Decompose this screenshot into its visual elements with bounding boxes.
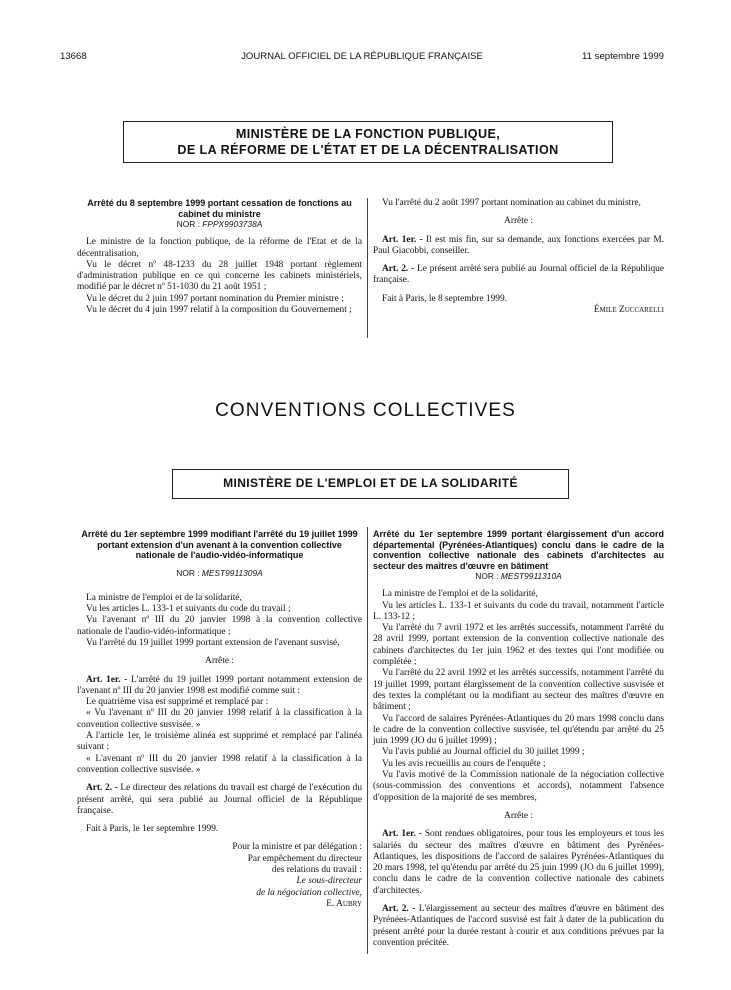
arrete2-para: A l'article 1er, le troisième alinéa est supprimé et remplacé par l'alinéa suivant : bbox=[77, 731, 362, 753]
ministry-name-line2: DE LA RÉFORME DE L'ÉTAT ET DE LA DÉCENTRALISATION bbox=[177, 143, 559, 157]
page-number: 13668 bbox=[60, 51, 87, 62]
arrete1-article2: Art. 2. - Le présent arrêté sera publié au Journal officiel de la République française. bbox=[373, 264, 664, 286]
arrete2-article1: Art. 1er. - L'arrêté du 19 juillet 1999 portant notamment extension de l'avenant nº III du 20 janvier 1998 est modifié comme suit : bbox=[77, 674, 363, 696]
arrete2-done: Fait à Paris, le 1er septembre 1999. bbox=[86, 824, 219, 835]
arrete3-nor: NOR : MEST9911310A bbox=[475, 571, 562, 581]
ministry-box-fonction-publique bbox=[123, 121, 613, 163]
ministry-box-emploi bbox=[172, 469, 569, 499]
arrete2-signature-line: Par empêchement du directeur bbox=[247, 853, 362, 864]
arrete3-arrete: Arrête : bbox=[504, 810, 533, 821]
arrete2-para: Vu l'avenant nº III du 20 janvier 1998 à la convention collective nationale de l'audio-vidéo-informatique ; bbox=[77, 615, 362, 637]
arrete3-para: La ministre de l'emploi et de la solidarité, bbox=[382, 589, 538, 600]
arrete3-para: Vu les avis recueillis au cours de l'enquête ; bbox=[382, 758, 546, 769]
arrete2-para: Le quatrième visa est supprimé et remplacé par : bbox=[86, 697, 269, 708]
arrete3-column bbox=[373, 529, 664, 949]
arrete1-para: Vu l'arrêté du 2 août 1997 portant nomination au cabinet du ministre, bbox=[382, 198, 641, 208]
arrete2-para: Vu les articles L. 133-1 et suivants du code du travail ; bbox=[86, 604, 291, 615]
arrete2-title: Arrêté du 1er septembre 1999 modifiant l'arrêté du 19 juillet 1999 portant extension d'un avenant à la convention collective nationale de l'audio-vidéo-informatique bbox=[81, 529, 358, 560]
arrete2-signature-line: des relations du travail : bbox=[271, 865, 362, 876]
arrete2-article2: Art. 2. - Le directeur des relations du travail est chargé de l'exécution du présent arrêté, qui sera publié au Journal officiel de la République française. bbox=[77, 783, 363, 816]
column-divider bbox=[367, 527, 368, 954]
arrete1-nor: NOR : FPPX9903738A bbox=[176, 219, 263, 229]
page-header bbox=[60, 51, 664, 65]
arrete1-done: Fait à Paris, le 8 septembre 1999. bbox=[382, 293, 507, 304]
arrete2-para: « L'avenant nº III du 20 janvier 1998 relatif à la classification à la convention collective susvisée. » bbox=[77, 753, 362, 775]
ministry-name: MINISTÈRE DE L'EMPLOI ET DE LA SOLIDARITÉ bbox=[223, 476, 518, 490]
arrete3-title: Arrêté du 1er septembre 1999 portant élargissement d'un accord départemental (Pyrénées-Atlantiques) conclu dans le cadre de la convention collective nationale des cabinets d'architectes au secteur des maîtres d'œuvre en bâtiment bbox=[373, 529, 664, 571]
arrete3-para: Vu l'arrêté du 22 avril 1992 et les arrêtés successifs, notamment l'arrêté du 19 juillet 1999, portant élargissement de la convention collective susvisée et des textes la complétant ou la modifiant au secteur des maîtres d'œuvre en bâtiment ; bbox=[373, 668, 664, 713]
arrete1-column-left bbox=[77, 198, 362, 316]
arrete1-para: Vu le décret nº 48-1233 du 28 juillet 1948 portant règlement d'administration publique en ce qui concerne les cabinets ministériels, modifié par le décret nº 51-1030 du 21 août 1951 ; bbox=[77, 259, 362, 293]
arrete1-para: Vu le décret du 4 juin 1997 relatif à la composition du Gouvernement ; bbox=[86, 305, 352, 316]
arrete2-arrete: Arrête : bbox=[205, 656, 234, 667]
arrete1-arrete: Arrête : bbox=[504, 216, 533, 227]
section-title: CONVENTIONS COLLECTIVES bbox=[215, 400, 516, 421]
arrete2-signature-line: Pour la ministre et par délégation : bbox=[232, 842, 362, 853]
arrete1-article1: Art. 1er. - Il est mis fin, sur sa demande, aux fonctions exercées par M. Paul Giacobbi, conseiller. bbox=[373, 234, 665, 256]
ministry-name-line1: MINISTÈRE DE LA FONCTION PUBLIQUE, bbox=[235, 127, 501, 141]
arrete1-title: Arrêté du 8 septembre 1999 portant cessation de fonctions au cabinet du ministre bbox=[87, 198, 352, 219]
arrete2-para: Vu l'arrêté du 19 juillet 1999 portant extension de l'avenant susvisé, bbox=[86, 637, 340, 648]
arrete3-para: Vu les articles L. 133-1 et suivants du code du travail, notamment l'article L. 133-12 ; bbox=[373, 600, 664, 622]
arrete2-para: « Vu l'avenant nº III du 20 janvier 1998 relatif à la classification à la convention collective susvisée. » bbox=[77, 708, 362, 730]
arrete3-para: Vu l'avis publié au Journal officiel du 30 juillet 1999 ; bbox=[382, 747, 585, 758]
arrete3-para: Vu l'avis motivé de la Commission nationale de la négociation collective (sous-commission des conventions et accords), notamment l'absence d'opposition de la majorité de ses membres, bbox=[373, 770, 664, 803]
arrete2-signature-line: de la négociation collective, bbox=[256, 887, 362, 898]
column-divider bbox=[367, 198, 368, 338]
arrete1-para: Vu le décret du 2 juin 1997 portant nomination du Premier ministre ; bbox=[86, 293, 344, 304]
journal-title: JOURNAL OFFICIEL DE LA RÉPUBLIQUE FRANÇAISE bbox=[241, 51, 483, 62]
arrete2-column bbox=[77, 529, 362, 910]
arrete3-para: Vu l'accord de salaires Pyrénées-Atlantiques du 20 mars 1998 conclu dans le cadre de la convention collective susvisée, tel qu'étendu par arrêté du 25 juin 1999 (JO du 6 juillet 1999) ; bbox=[373, 713, 664, 747]
arrete3-article1: Art. 1er. - Sont rendues obligatoires, pour tous les employeurs et tous les salariés du secteur des maîtres d'œuvre en bâtiment des Pyrénées-Atlantiques, les dispositions de l'accord de salaires Pyrénées-Atlantiques du 20 mars 1998, tel qu'étendu par arrêté du 25 juin 1999 (JO du 6 juillet 1999), conclu dans le cadre de la convention collective nationale des cabinets d'architectes. bbox=[373, 829, 664, 896]
arrete2-signature: E. Aubry bbox=[326, 898, 362, 909]
arrete3-article2: Art. 2. - L'élargissement au secteur des maîtres d'œuvre en bâtiment des Pyrénées-Atlantiques de l'accord susvisé est fait à dater de la publication du présent arrêté pour la durée restant à courir et aux conditions prévues par la convention précitée. bbox=[373, 904, 665, 948]
arrete1-para: Le ministre de la fonction publique, de la réforme de l'Etat et de la décentralisation, bbox=[77, 237, 362, 259]
issue-date: 11 septembre 1999 bbox=[582, 51, 664, 62]
arrete2-nor: NOR : MEST9911309A bbox=[176, 567, 263, 578]
arrete2-para: La ministre de l'emploi et de la solidarité, bbox=[86, 592, 242, 603]
arrete2-signature-line: Le sous-directeur bbox=[296, 876, 362, 887]
arrete1-column-right bbox=[373, 198, 664, 316]
arrete1-signature: Émile Zuccarelli bbox=[593, 305, 664, 316]
arrete3-para: Vu l'arrêté du 7 avril 1972 et les arrêtés successifs, notamment l'arrêté du 28 avril 1999, portant extension de la convention collective nationale des cabinets d'architectes du 1er juin 1962 et des textes qui l'ont modifiée ou complétée ; bbox=[373, 623, 664, 668]
